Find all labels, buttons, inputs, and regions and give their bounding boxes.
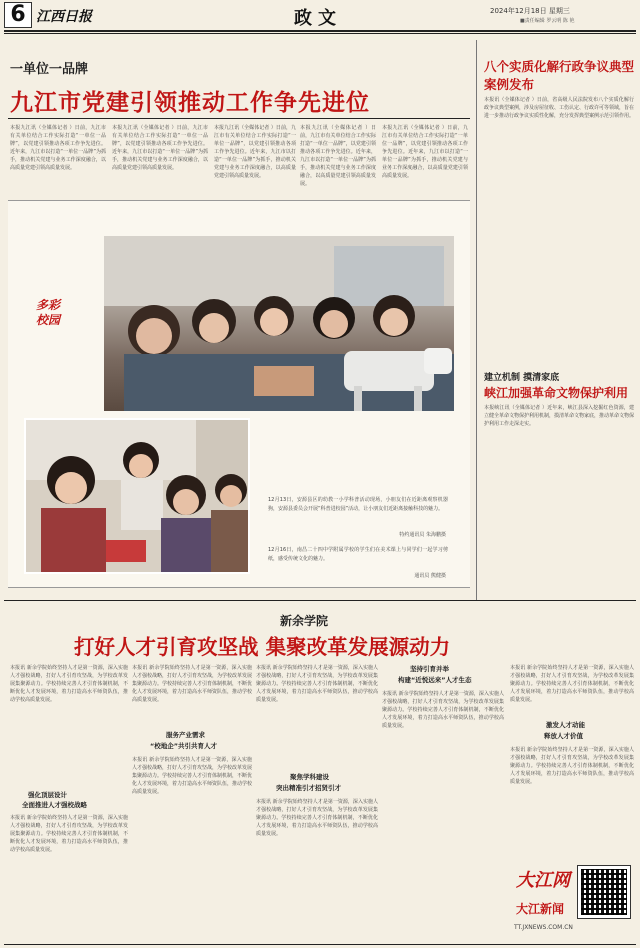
talent-headline: 打好人才引育攻坚战 集聚改革发展源动力 [74,635,451,659]
masthead-rule [4,30,636,32]
brand-logo: 大江网 [516,870,570,891]
lead-body-col1: 本报九江讯（全媒体记者 ）日前，九江市有关单位结合工作实际打造“一单位一品牌”，以党建引领推动各项工作争先进位。近年来，九江市以打造“一单位一品牌”为抓手，推动机关党建与业务工作深度融合，以高质量党建引领高质量发展。 [10,125,106,171]
right-sub-label: 建立机制 摸清家底 [484,373,560,383]
talent-subhead-3a: 聚焦学科建设 [290,773,329,781]
talent-col1-body: 本报讯 新余学院始终坚持人才是第一资源，深入实施人才强校战略，打好人才引育攻坚战，为学校改革发展集聚源动力。学校持续完善人才引育体制机制，不断优化人才发展环境，着力打造高水平师资队伍，推动学校高质量发展。 [10,665,128,703]
talent-subhead-4a: 坚持引育并举 [410,665,449,673]
talent-kicker: 新余学院 [280,614,329,628]
right-col-divider [476,40,477,600]
right-body-2: 本报峡江讯（全媒体记者 ）近年来，峡江县深入挖掘红色资源，建立健全革命文物保护利用机制，摸清革命文物家底，推动革命文物保护利用工作走深走实。 [484,405,634,427]
masthead-rule-thin [4,33,636,34]
talent-col3-body: 本报讯 新余学院始终坚持人才是第一资源，深入实施人才强校战略，打好人才引育攻坚战，为学校改革发展集聚源动力。学校持续完善人才引育体制机制，不断优化人才发展环境，着力打造高水平师资队伍，推动学校高质量发展。 [256,665,378,703]
talent-subhead-5a: 激发人才动能 [546,721,585,729]
page-number-box: 6 [4,2,32,28]
right-headline-1: 八个实质化解行政争议典型案例发布 [484,59,635,92]
talent-col4-body: 本报讯 新余学院始终坚持人才是第一资源，深入实施人才强校战略，打好人才引育攻坚战，为学校改革发展集聚源动力。学校持续完善人才引育体制机制，不断优化人才发展环境，着力打造高水平师资队伍，推动学校高质量发展。 [382,691,504,729]
campus-tag: 多彩校园 [36,298,61,327]
talent-subhead-2a: 服务产业需求 [166,731,205,739]
right-headline-2: 峡江加强革命文物保护利用 [484,386,629,400]
section-title: 政文 [294,8,342,29]
talent-subhead-1a: 强化顶层设计 [28,791,67,799]
lead-body-col5: 本报九江讯（全媒体记者 ）日前，九江市有关单位结合工作实际打造“一单位一品牌”，以党建引领推动各项工作争先进位。近年来，九江市以打造“一单位一品牌”为抓手，推动机关党建与业务工作深度融合，以高质量党建引领高质量发展。 [382,125,468,179]
talent-subhead-3b: 突出精准引才招贤引才 [276,784,341,792]
talent-subhead-1b: 全面推进人才强校战略 [22,801,87,809]
talent-subhead-2b: “校地企”共引共育人才 [150,742,218,750]
paper-cutting-caption: 12月16日，南昌二十四中学附属学校的学生们在美术课上与同学们一起学习剪纸，感受传统文化的魅力。 [268,547,448,562]
talent-col1-body-2: 本报讯 新余学院始终坚持人才是第一资源，深入实施人才强校战略，打好人才引育攻坚战，为学校改革发展集聚源动力。学校持续完善人才引育体制机制，不断优化人才发展环境，着力打造高水平师资队伍，推动学校高质量发展。 [10,815,128,853]
lead-kicker: 一单位一品牌 [10,62,89,77]
qr-code[interactable] [578,866,630,918]
talent-subhead-4b: 构建“近悦远来”人才生态 [398,676,472,684]
talent-col5-body-2: 本报讯 新余学院始终坚持人才是第一资源，深入实施人才强校战略，打好人才引育攻坚战，为学校改革发展集聚源动力。学校持续完善人才引育体制机制，不断优化人才发展环境，着力打造高水平师资队伍，推动学校高质量发展。 [510,747,634,785]
lead-body-col4: 本报九江讯（全媒体记者 ）日前，九江市有关单位结合工作实际打造“一单位一品牌”，以党建引领推动各项工作争先进位。近年来，九江市以打造“一单位一品牌”为抓手，推动机关党建与业务工作深度融合，以高质量党建引领高质量发展。 [300,125,376,187]
brand-url[interactable]: TT.JXNEWS.COM.CN [514,924,573,931]
paper-logo: 江西日报 [36,9,92,25]
paper-cutting-photo [24,418,250,574]
robot-dog-caption: 12月13日，安源县区的幼教一小学科普活动现场，小朋友们在近距离观察机器狗，安源县委员会开展“科普进校园”活动，让小朋友们近距离接触科技的魅力。 [268,497,448,512]
lead-underline [8,118,470,119]
talent-col2-body-2: 本报讯 新余学院始终坚持人才是第一资源，深入实施人才强校战略，打好人才引育攻坚战，为学校改革发展集聚源动力。学校持续完善人才引育体制机制，不断优化人才发展环境，着力打造高水平师资队伍，推动学校高质量发展。 [132,757,252,795]
paper-cutting-credit: 通讯员 熊健摄 [414,573,446,579]
robot-dog-photo [104,236,454,411]
editor-line: ■责任编辑 罗云明 陈 艳 [520,18,575,24]
brand-logo-2: 大江新闻 [516,902,565,916]
lead-headline: 九江市党建引领推动工作争先进位 [10,90,370,116]
talent-subhead-5b: 释放人才价值 [544,732,583,740]
date-line: 2024年12月18日 星期三 [490,7,570,15]
talent-top-rule [4,600,636,601]
bottom-rule [4,944,636,945]
right-body-1: 本报讯（全媒体记者 ）日前，省高级人民法院发布八个实质化解行政争议典型案例，涉及房屋征收、工伤认定、行政许可等领域，旨在进一步推动行政争议实质性化解，充分发挥典型案例示范引领作用。 [484,97,634,119]
talent-col3-body-2: 本报讯 新余学院始终坚持人才是第一资源，深入实施人才强校战略，打好人才引育攻坚战，为学校改革发展集聚源动力。学校持续完善人才引育体制机制，不断优化人才发展环境，着力打造高水平师资队伍，推动学校高质量发展。 [256,799,378,837]
talent-col2-body: 本报讯 新余学院始终坚持人才是第一资源，深入实施人才强校战略，打好人才引育攻坚战，为学校改革发展集聚源动力。学校持续完善人才引育体制机制，不断优化人才发展环境，着力打造高水平师资队伍，推动学校高质量发展。 [132,665,252,703]
lead-body-col2: 本报九江讯（全媒体记者 ）日前，九江市有关单位结合工作实际打造“一单位一品牌”，以党建引领推动各项工作争先进位。近年来，九江市以打造“一单位一品牌”为抓手，推动机关党建与业务工作深度融合，以高质量党建引领高质量发展。 [112,125,208,171]
talent-col5-body: 本报讯 新余学院始终坚持人才是第一资源，深入实施人才强校战略，打好人才引育攻坚战，为学校改革发展集聚源动力。学校持续完善人才引育体制机制，不断优化人才发展环境，着力打造高水平师资队伍，推动学校高质量发展。 [510,665,634,703]
lead-body-col3: 本报九江讯（全媒体记者 ）日前，九江市有关单位结合工作实际打造“一单位一品牌”，以党建引领推动各项工作争先进位。近年来，九江市以打造“一单位一品牌”为抓手，推动机关党建与业务工作深度融合，以高质量党建引领高质量发展。 [214,125,296,179]
robot-dog-credit: 特约通讯员 朱海鹏摄 [399,532,446,538]
